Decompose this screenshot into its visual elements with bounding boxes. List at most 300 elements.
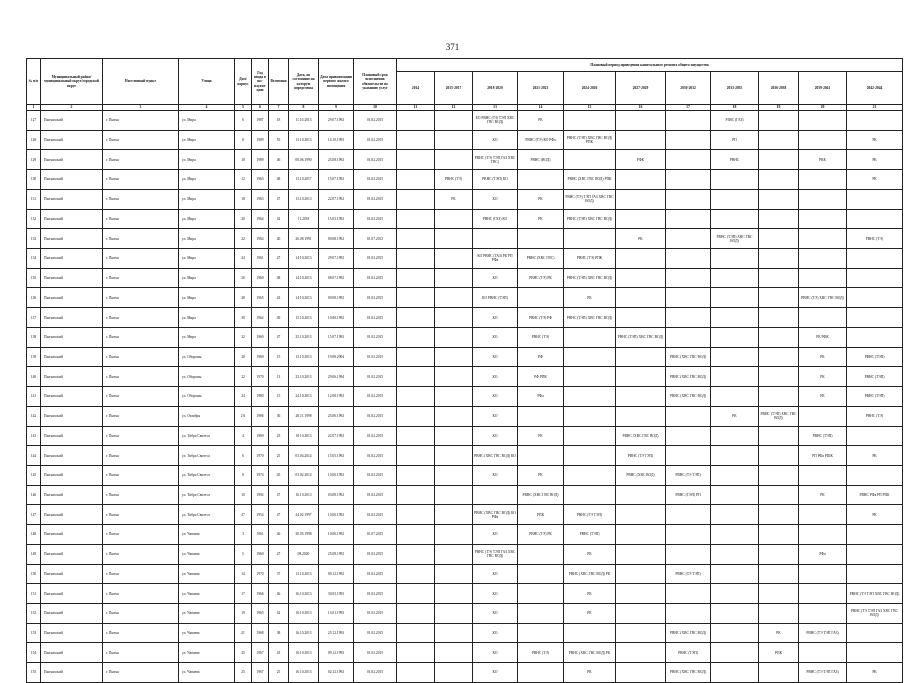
first-privatization-date-cell: 13.01.1993 xyxy=(319,603,354,623)
row-number: 149 xyxy=(27,544,41,564)
column-number: 18 xyxy=(711,105,759,111)
period-cell: РФ РПК xyxy=(518,367,564,387)
period-cell: РКК xyxy=(799,150,847,170)
header-period: 2015-2017 xyxy=(435,72,473,105)
period-cell xyxy=(666,584,711,604)
row-number: 130 xyxy=(27,170,41,190)
planned-period-cell: 01.02.2015 xyxy=(354,623,397,643)
period-cell xyxy=(473,485,518,505)
municipality-cell: Пытьяхский xyxy=(41,603,103,623)
house-cell: 3 xyxy=(235,525,252,545)
table-header xyxy=(27,59,903,111)
settlement-cell: г. Пытья xyxy=(103,446,179,466)
period-cell: РВНС (ТЭ) РК xyxy=(518,268,564,288)
year-built-cell: 1967 xyxy=(252,643,269,663)
apartments-cell: 47 xyxy=(269,544,289,564)
period-cell xyxy=(759,564,799,584)
row-number: 129 xyxy=(27,150,41,170)
apartments-cell: 46 xyxy=(269,525,289,545)
settlement-cell: г. Пытья xyxy=(103,387,179,407)
inclusion-date-cell: 15.10.2013 xyxy=(289,308,319,328)
row-number: 154 xyxy=(27,643,41,663)
house-cell: 6 xyxy=(235,446,252,466)
period-cell: РК xyxy=(759,623,799,643)
period-cell xyxy=(435,465,473,485)
period-cell: РФа xyxy=(518,387,564,407)
period-cell: РВНС (ТЭ) xyxy=(435,170,473,190)
year-built-cell: 1986 xyxy=(252,406,269,426)
period-cell: РВНС (ТЭ ТЭП ГАЗ) xyxy=(799,623,847,643)
period-cell: РВНС (ТЭП) ХВС ГВС ВОД) xyxy=(564,308,616,328)
year-built-cell: 1965 xyxy=(252,288,269,308)
first-privatization-date-cell: 09.08.1992 xyxy=(319,229,354,249)
table-row xyxy=(27,229,903,249)
period-cell xyxy=(847,544,903,564)
inclusion-date-cell: 13.10.2013 xyxy=(289,347,319,367)
row-number: 155 xyxy=(27,663,41,683)
house-cell: 22 xyxy=(235,229,252,249)
settlement-cell: г. Пытья xyxy=(103,347,179,367)
period-cell: РВНС (ТЭП) xyxy=(799,426,847,446)
row-number: 145 xyxy=(27,465,41,485)
first-privatization-date-cell: 12.08.1992 xyxy=(319,387,354,407)
apartments-cell: 47 xyxy=(269,505,289,525)
municipality-cell: Пытьяхский xyxy=(41,663,103,683)
header-planned-period: Плановый срок исполнения обязательств по указанию услуг xyxy=(354,59,397,105)
period-cell xyxy=(397,663,435,683)
year-built-cell: 1970 xyxy=(252,446,269,466)
period-cell: КО РВНС (ГАЗ) РК РП РФа xyxy=(473,249,518,269)
period-cell xyxy=(666,426,711,446)
period-cell: РВНС (ТЭ ТЭП) xyxy=(616,446,666,466)
year-built-cell: 1963 xyxy=(252,170,269,190)
period-cell xyxy=(666,505,711,525)
period-cell xyxy=(435,150,473,170)
settlement-cell: г. Пытья xyxy=(103,623,179,643)
settlement-cell: г. Пытья xyxy=(103,111,179,131)
period-cell xyxy=(616,130,666,150)
street-cell: ул. Мира xyxy=(179,150,235,170)
period-cell xyxy=(616,308,666,328)
row-number: 141 xyxy=(27,387,41,407)
header-no: № п/п xyxy=(27,59,41,105)
inclusion-date-cell: 08.2020 xyxy=(289,544,319,564)
period-cell xyxy=(397,643,435,663)
apartments-cell: 47 xyxy=(269,327,289,347)
settlement-cell: г. Пытья xyxy=(103,426,179,446)
period-cell: РК xyxy=(847,446,903,466)
inclusion-date-cell: 16.10.2013 xyxy=(289,643,319,663)
period-cell xyxy=(518,170,564,190)
column-number: 8 xyxy=(289,105,319,111)
column-number: 17 xyxy=(666,105,711,111)
period-cell: РК xyxy=(711,406,759,426)
period-cell: РВНС (ТЭ ТЭП) xyxy=(564,505,616,525)
house-cell: 2А xyxy=(235,406,252,426)
house-cell: 26 xyxy=(235,268,252,288)
period-cell: РВНС (ХВС ГВС ВОД) РПК xyxy=(564,170,616,190)
period-cell xyxy=(666,170,711,190)
period-cell xyxy=(666,150,711,170)
year-built-cell: 1989 xyxy=(252,150,269,170)
period-cell xyxy=(435,663,473,683)
year-built-cell: 1968 xyxy=(252,623,269,643)
first-privatization-date-cell: 23.12.1993 xyxy=(319,623,354,643)
period-cell xyxy=(847,209,903,229)
apartments-cell: 47 xyxy=(269,485,289,505)
year-built-cell: 1962 xyxy=(252,308,269,328)
period-cell xyxy=(564,347,616,367)
planned-period-cell: 01.02.2015 xyxy=(354,446,397,466)
street-cell: ул. Октября xyxy=(179,406,235,426)
period-cell xyxy=(847,288,903,308)
settlement-cell: г. Пытья xyxy=(103,327,179,347)
street-cell: ул. Чапаева xyxy=(179,525,235,545)
period-cell xyxy=(799,268,847,288)
period-cell xyxy=(564,465,616,485)
street-cell: ул. Мира xyxy=(179,189,235,209)
period-cell xyxy=(711,544,759,564)
period-cell xyxy=(435,268,473,288)
period-cell: РВНС (ТЭ ТЭП ГАЗ) xyxy=(799,663,847,683)
municipality-cell: Пытьяхский xyxy=(41,387,103,407)
table-row xyxy=(27,150,903,170)
municipality-cell: Пытьяхский xyxy=(41,465,103,485)
period-cell xyxy=(616,387,666,407)
period-cell xyxy=(518,544,564,564)
apartments-cell: 15 xyxy=(269,347,289,367)
planned-period-cell: 01.02.2015 xyxy=(354,663,397,683)
header-period: 2014 xyxy=(397,72,435,105)
header-year-built: Год ввода в экс-плуата-цию xyxy=(252,59,269,105)
year-built-cell: 1961 xyxy=(252,249,269,269)
period-cell: РВНС (ТЭП) xyxy=(666,643,711,663)
row-number: 131 xyxy=(27,189,41,209)
period-cell xyxy=(616,170,666,190)
settlement-cell: г. Пытья xyxy=(103,544,179,564)
house-cell: 22 xyxy=(235,367,252,387)
header-planned-group: Плановый период проведения капитального ремонта общего имущества xyxy=(397,59,903,72)
house-cell: 25 xyxy=(235,643,252,663)
period-cell xyxy=(711,209,759,229)
period-cell xyxy=(799,465,847,485)
apartments-cell: 18 xyxy=(269,111,289,131)
row-number: 136 xyxy=(27,288,41,308)
street-cell: ул. Чапаева xyxy=(179,603,235,623)
period-cell xyxy=(435,426,473,446)
period-cell: КО xyxy=(473,406,518,426)
apartments-cell: 37 xyxy=(269,564,289,584)
planned-period-cell: 01.02.2015 xyxy=(354,465,397,485)
period-cell: РК xyxy=(799,367,847,387)
period-cell xyxy=(847,564,903,584)
street-cell: ул. Чапаева xyxy=(179,584,235,604)
settlement-cell: г. Пытья xyxy=(103,603,179,623)
period-cell xyxy=(799,111,847,131)
inclusion-date-cell: 14.10.2013 xyxy=(289,249,319,269)
period-cell xyxy=(435,347,473,367)
year-built-cell: 1989 xyxy=(252,130,269,150)
inclusion-date-cell: 13.10.2013 xyxy=(289,189,319,209)
first-privatization-date-cell: 10.06.1992 xyxy=(319,465,354,485)
period-cell: КО xyxy=(473,387,518,407)
street-cell: ул. Мира xyxy=(179,111,235,131)
period-cell: РВНС (ТЭ) xyxy=(847,229,903,249)
period-cell: РЗВС (ГАЗ) xyxy=(711,111,759,131)
period-cell: РВНС (ТЭП) ХВС ГВС ВОД) РПК xyxy=(564,130,616,150)
period-cell xyxy=(616,584,666,604)
street-cell: ул. Мира xyxy=(179,308,235,328)
period-cell xyxy=(759,170,799,190)
settlement-cell: г. Пытья xyxy=(103,209,179,229)
inclusion-date-cell: 24.02.1997 xyxy=(289,505,319,525)
row-number: 139 xyxy=(27,347,41,367)
house-cell: 24 xyxy=(235,387,252,407)
period-cell xyxy=(799,189,847,209)
house-cell: 6 xyxy=(235,111,252,131)
period-cell xyxy=(518,603,564,623)
period-cell xyxy=(397,584,435,604)
first-privatization-date-cell: 08.07.1992 xyxy=(319,268,354,288)
period-cell: РК xyxy=(518,111,564,131)
apartments-cell: 49 xyxy=(269,308,289,328)
first-privatization-date-cell: 09.12.1992 xyxy=(319,564,354,584)
period-cell xyxy=(518,229,564,249)
year-built-cell: 1969 xyxy=(252,347,269,367)
column-number: 19 xyxy=(759,105,799,111)
planned-period-cell: 01.02.2015 xyxy=(354,308,397,328)
period-cell: РВНС (ТЭ) РФ xyxy=(518,308,564,328)
period-cell xyxy=(616,505,666,525)
year-built-cell: 1966 xyxy=(252,584,269,604)
period-cell xyxy=(759,387,799,407)
period-cell: КО xyxy=(473,525,518,545)
period-cell xyxy=(435,387,473,407)
header-first-privatization-date: Дата приватизации первого жилого помещения xyxy=(319,59,354,105)
year-built-cell: 1964 xyxy=(252,209,269,229)
settlement-cell: г. Пытья xyxy=(103,465,179,485)
column-number: 21 xyxy=(847,105,903,111)
period-cell xyxy=(397,150,435,170)
period-cell xyxy=(799,130,847,150)
planned-period-cell: 01.02.2015 xyxy=(354,347,397,367)
municipality-cell: Пытьяхский xyxy=(41,347,103,367)
planned-period-cell: 01.02.2015 xyxy=(354,505,397,525)
planned-period-cell: 01.02.2015 xyxy=(354,130,397,150)
period-cell xyxy=(616,406,666,426)
first-privatization-date-cell: 10.08.1992 xyxy=(319,308,354,328)
apartments-cell: 46 xyxy=(269,150,289,170)
period-cell xyxy=(759,525,799,545)
period-cell xyxy=(616,663,666,683)
period-cell xyxy=(847,268,903,288)
year-built-cell: 1963 xyxy=(252,189,269,209)
planned-period-cell: 01.02.2015 xyxy=(354,564,397,584)
row-number: 152 xyxy=(27,603,41,623)
period-cell: РФ xyxy=(518,347,564,367)
period-cell xyxy=(711,308,759,328)
period-cell: РВНС (ТЭ) ТЭП ГАЗ ХВС ГВС ВОД) xyxy=(564,189,616,209)
row-number: 140 xyxy=(27,367,41,387)
period-cell: РК xyxy=(518,209,564,229)
apartments-cell: 38 xyxy=(269,623,289,643)
table-row xyxy=(27,525,903,545)
inclusion-date-cell: 16.10.2013 xyxy=(289,485,319,505)
period-cell xyxy=(799,249,847,269)
period-cell xyxy=(847,327,903,347)
period-cell: РК xyxy=(799,347,847,367)
column-number: 11 xyxy=(397,105,435,111)
period-cell xyxy=(518,406,564,426)
house-cell: 17 xyxy=(235,584,252,604)
column-number: 4 xyxy=(179,105,235,111)
period-cell xyxy=(397,288,435,308)
period-cell xyxy=(397,446,435,466)
period-cell xyxy=(711,603,759,623)
period-cell xyxy=(616,564,666,584)
street-cell: ул. Чапаева xyxy=(179,623,235,643)
column-number: 6 xyxy=(252,105,269,111)
house-cell: 32 xyxy=(235,327,252,347)
planned-period-cell: 01.02.2015 xyxy=(354,327,397,347)
municipality-cell: Пытьяхский xyxy=(41,367,103,387)
period-cell: РВНС (ТЭ) ТЭП ГАЗ ХВС ГВС) xyxy=(473,150,518,170)
street-cell: ул. Тибра Свиттса xyxy=(179,505,235,525)
period-cell xyxy=(799,643,847,663)
period-cell: КО xyxy=(473,584,518,604)
period-cell xyxy=(435,288,473,308)
year-built-cell: 1954 xyxy=(252,505,269,525)
table-row xyxy=(27,288,903,308)
period-cell xyxy=(799,505,847,525)
period-cell xyxy=(759,544,799,564)
period-cell xyxy=(518,446,564,466)
period-cell: РВНС (ТЭ ТЭП) xyxy=(666,465,711,485)
period-cell: РК xyxy=(847,663,903,683)
period-cell: РВНС (ТЭП) ХВС ГВС ВОД) xyxy=(564,209,616,229)
period-cell xyxy=(397,268,435,288)
period-cell: РВНС (ТЭП) ХВС ГВС ВОД) xyxy=(711,229,759,249)
first-privatization-date-cell: 15.07.1992 xyxy=(319,170,354,190)
inclusion-date-cell: 13.10.2013 xyxy=(289,130,319,150)
period-cell xyxy=(759,229,799,249)
period-cell xyxy=(799,209,847,229)
period-cell xyxy=(435,525,473,545)
period-cell xyxy=(666,308,711,328)
table-row xyxy=(27,387,903,407)
year-built-cell: 1970 xyxy=(252,564,269,584)
period-cell: КО xyxy=(473,564,518,584)
row-number: 132 xyxy=(27,209,41,229)
house-cell: 28 xyxy=(235,288,252,308)
first-privatization-date-cell: 22.07.1992 xyxy=(319,189,354,209)
municipality-cell: Пытьяхский xyxy=(41,268,103,288)
period-cell xyxy=(847,308,903,328)
period-cell xyxy=(666,229,711,249)
period-cell: КО xyxy=(473,623,518,643)
period-cell xyxy=(397,485,435,505)
period-cell xyxy=(711,288,759,308)
first-privatization-date-cell: 22.07.1992 xyxy=(319,426,354,446)
period-cell xyxy=(564,426,616,446)
period-cell: РК xyxy=(518,465,564,485)
settlement-cell: г. Пытья xyxy=(103,150,179,170)
period-cell: РВНС (ГАЗ) КО xyxy=(473,209,518,229)
inclusion-date-cell: 08.06.1990 xyxy=(289,150,319,170)
house-cell: 5 xyxy=(235,544,252,564)
street-cell: ул. Мира xyxy=(179,229,235,249)
first-privatization-date-cell: 29.07.1992 xyxy=(319,111,354,131)
year-built-cell: 1960 xyxy=(252,268,269,288)
table-row xyxy=(27,189,903,209)
municipality-cell: Пытьяхский xyxy=(41,406,103,426)
period-cell: РВНС (ТЭ) КО РФа xyxy=(518,130,564,150)
first-privatization-date-cell: 25.08.1992 xyxy=(319,544,354,564)
period-cell xyxy=(759,485,799,505)
header-municipality: Муниципальный район/ муниципальный округ/городской округ xyxy=(41,59,103,105)
period-cell: РК xyxy=(564,663,616,683)
period-cell xyxy=(759,150,799,170)
first-privatization-date-cell: 02.12.1992 xyxy=(319,663,354,683)
street-cell: ул. Мира xyxy=(179,327,235,347)
period-cell: РВНС (ТЭП) РП xyxy=(666,485,711,505)
period-cell xyxy=(397,505,435,525)
period-cell: РПК xyxy=(518,505,564,525)
street-cell: ул. Обороны xyxy=(179,347,235,367)
inclusion-date-cell: 30.05.1998 xyxy=(289,525,319,545)
header-period: 2039-2041 xyxy=(799,72,847,105)
street-cell: ул. Мира xyxy=(179,170,235,190)
period-cell xyxy=(397,465,435,485)
period-cell xyxy=(397,387,435,407)
period-cell xyxy=(711,189,759,209)
period-cell: КО xyxy=(473,189,518,209)
table-row xyxy=(27,209,903,229)
first-privatization-date-cell: 03.08.1992 xyxy=(319,485,354,505)
period-cell xyxy=(518,663,564,683)
period-cell: РВНС (ТЭ ТЭП) xyxy=(666,564,711,584)
column-number: 2 xyxy=(41,105,103,111)
period-cell xyxy=(666,525,711,545)
settlement-cell: г. Пытья xyxy=(103,288,179,308)
planned-period-cell: 01.02.2015 xyxy=(354,387,397,407)
period-cell xyxy=(397,111,435,131)
row-number: 133 xyxy=(27,229,41,249)
period-cell xyxy=(518,288,564,308)
period-cell: РК xyxy=(564,544,616,564)
period-cell xyxy=(397,229,435,249)
row-number: 134 xyxy=(27,249,41,269)
period-cell: РВНС (ТЭП) xyxy=(847,347,903,367)
table-row xyxy=(27,111,903,131)
period-cell xyxy=(759,603,799,623)
row-number: 142 xyxy=(27,406,41,426)
period-cell xyxy=(711,446,759,466)
period-cell xyxy=(435,209,473,229)
period-cell: РВНС (ХВС ГВС) xyxy=(518,249,564,269)
period-cell: РК xyxy=(847,170,903,190)
period-cell xyxy=(799,564,847,584)
period-cell xyxy=(666,406,711,426)
municipality-cell: Пытьяхский xyxy=(41,288,103,308)
period-cell: РВНС (ТЭП) xyxy=(564,525,616,545)
table-row xyxy=(27,170,903,190)
house-cell: 8 xyxy=(235,465,252,485)
year-built-cell: 1964 xyxy=(252,229,269,249)
period-cell xyxy=(397,209,435,229)
period-cell xyxy=(397,426,435,446)
settlement-cell: г. Пытья xyxy=(103,268,179,288)
